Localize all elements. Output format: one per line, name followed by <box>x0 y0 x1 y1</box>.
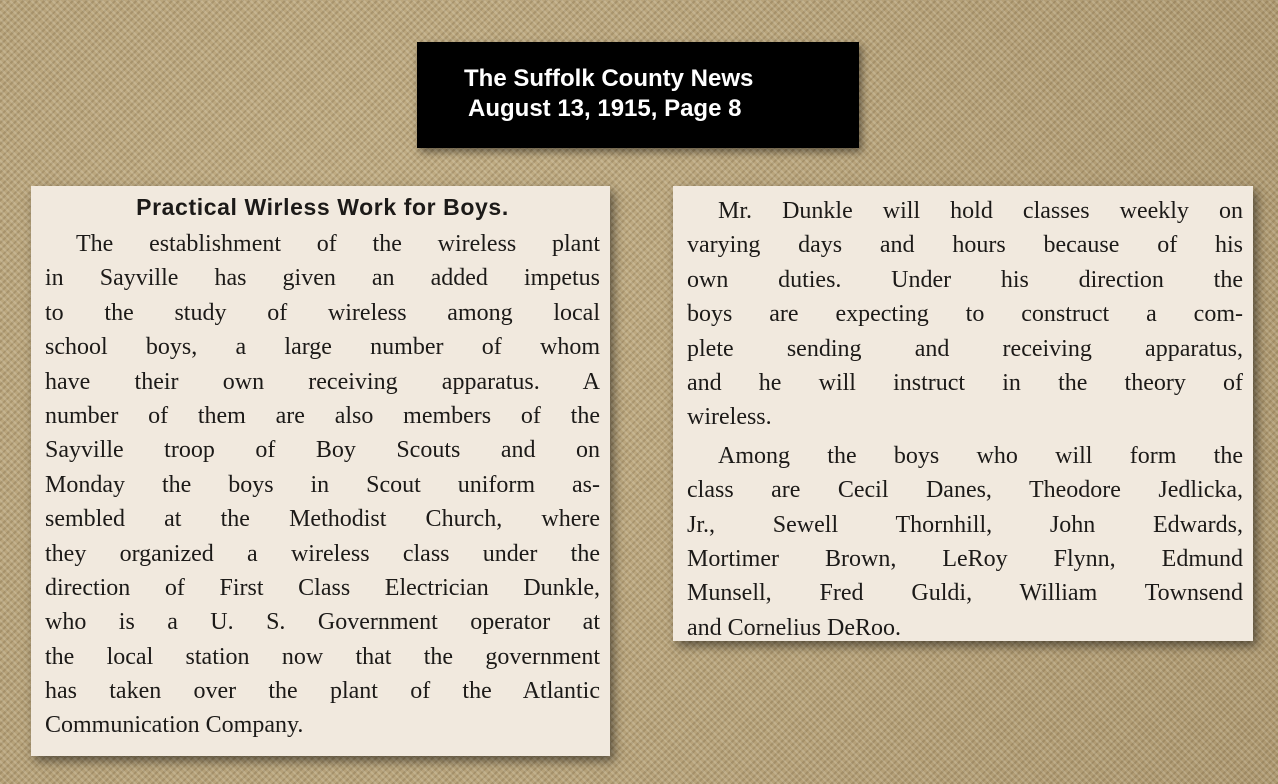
article-line: has taken over the plant of the Atlantic <box>45 678 600 705</box>
article-body-left <box>45 227 600 743</box>
article-line: Among the boys who will form the <box>718 442 1243 469</box>
article-line: The establishment of the wireless plant <box>76 231 600 257</box>
article-line: wireless. <box>687 404 772 431</box>
article-clipping-left <box>31 186 610 756</box>
article-line: Munsell, Fred Guldi, William Townsend <box>687 580 1243 607</box>
article-line: and he will instruct in the theory of <box>687 369 1243 396</box>
article-headline: Practical Wirless Work for Boys. <box>136 194 509 220</box>
article-line: direction of First Class Electrician Dunkle, <box>45 574 600 601</box>
article-body-right <box>687 194 1243 645</box>
article-line: Sayville troop of Boy Scouts and on <box>45 437 600 464</box>
article-line: plete sending and receiving apparatus, <box>687 335 1243 362</box>
article-line: they organized a wireless class under the <box>45 540 600 567</box>
article-line: sembled at the Methodist Church, where <box>45 506 600 533</box>
article-line: Communication Company. <box>45 712 304 739</box>
article-line: Mr. Dunkle will hold classes weekly on <box>718 198 1243 224</box>
article-line: the local station now that the government <box>45 643 600 670</box>
article-line: Jr., Sewell Thornhill, John Edwards, <box>687 511 1243 538</box>
article-line: number of them are also members of the <box>45 402 600 429</box>
title-box <box>417 42 859 148</box>
article-line: Mortimer Brown, LeRoy Flynn, Edmund <box>687 545 1243 572</box>
article-line: who is a U. S. Government operator at <box>45 609 600 636</box>
publication-name: The Suffolk County News <box>464 65 754 92</box>
article-line: in Sayville has given an added impetus <box>45 265 600 292</box>
article-line: have their own receiving apparatus. A <box>45 368 600 395</box>
article-line: Monday the boys in Scout uniform as- <box>45 471 600 498</box>
article-line: class are Cecil Danes, Theodore Jedlicka, <box>687 477 1243 504</box>
publication-date-page: August 13, 1915, Page 8 <box>468 95 742 122</box>
article-line: and Cornelius DeRoo. <box>687 614 901 641</box>
article-line: school boys, a large number of whom <box>45 334 600 361</box>
article-line: boys are expecting to construct a com- <box>687 301 1243 328</box>
article-line: to the study of wireless among local <box>45 299 600 326</box>
article-line: varying days and hours because of his <box>687 232 1243 259</box>
article-clipping-right <box>673 186 1253 641</box>
article-line: own duties. Under his direction the <box>687 266 1243 293</box>
